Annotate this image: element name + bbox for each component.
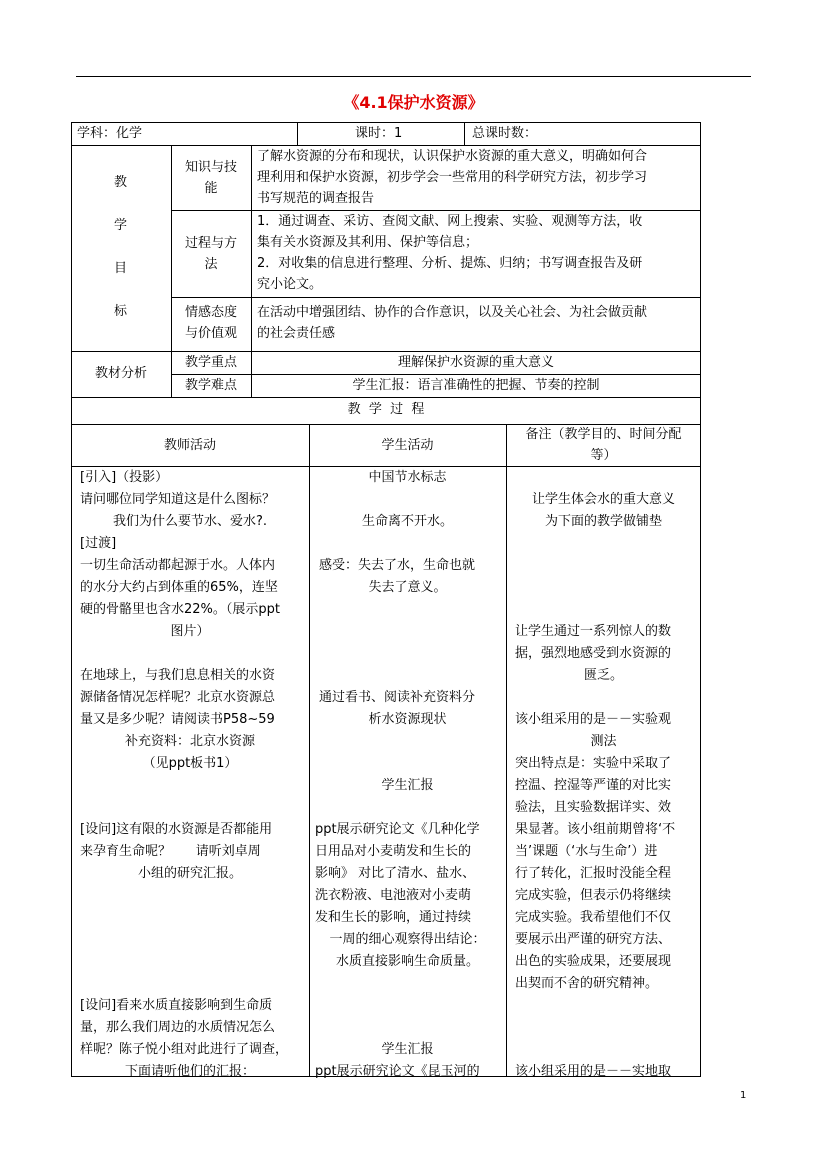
teacher-line: （见ppt板书1） [142,756,238,771]
note-line: 当’课题（‘水与生命’）进 [515,844,658,859]
note-line: 果显著。该小组前期曾将‘不 [515,822,676,837]
note-line: 控温、控湿等严谨的对比实 [515,778,672,793]
teacher-line: 量，那么我们周边的水质情况怎么 [80,1020,276,1035]
note-line: 完成实验。我希望他们不仅 [515,910,672,925]
student-line: 学生汇报 [381,778,434,793]
teacher-line: 小组的研究汇报。 [137,866,242,881]
header-rule [76,76,751,77]
analysis-label: 教材分析 [94,366,147,381]
process-text: 究小论文。 [257,277,323,292]
process-title: 教 学 过 程 [347,402,425,417]
teacher-line: 来孕育生命呢？ 请听刘卓周 [80,844,261,859]
teacher-line: 量又是多少呢？请阅读书P58~59 [80,712,275,727]
note-line: 完成实验，但表示仍将继续 [515,888,672,903]
student-line: ppt展示研究论文《昆玉河的 [315,1064,480,1079]
knowledge-text: 书写规范的调查报告 [257,191,375,206]
student-line: 影响》 对比了清水、盐水、 [315,866,476,881]
teacher-line: 图片） [170,624,210,639]
student-line: 析水资源现状 [368,712,447,727]
objectives-label-char: 学 [114,218,128,233]
note-line: 验法，且实验数据详实、效 [515,800,672,815]
page-title: 《4.1保护水资源》 [343,93,484,112]
teacher-line: 源储备情况怎样呢？北京水资源总 [80,690,276,705]
total-hours-cell: 总课时数： [472,126,538,141]
note-line: 出契而不舍的研究精神。 [515,976,659,991]
knowledge-label: 知识与技 [184,160,237,175]
teacher-line: [设问]看来水质直接影响到生命质 [80,998,273,1013]
teacher-line: 样呢？陈子悦小组对此进行了调查， [80,1042,289,1057]
teacher-line: 硬的骨骼里也含水22%。（展示ppt [80,602,280,617]
knowledge-label: 能 [204,181,218,196]
teacher-column-header: 教师活动 [163,438,216,453]
note-line: 测法 [590,734,617,749]
key-point-label: 教学重点 [184,355,237,370]
student-line: 生命离不开水。 [361,514,453,529]
notes-column-header: 等） [590,448,617,463]
difficult-point-text: 学生汇报：语言准确性的把握、节奏的控制 [352,378,600,393]
difficult-point-label: 教学难点 [184,378,237,393]
student-line: ppt展示研究论文《几种化学 [315,822,480,837]
teacher-line: 的水分大约占到体重的65%，连坚 [80,580,278,595]
page-number: 1 [740,1090,747,1101]
subject-cell: 学科：化学 [77,126,143,141]
note-line: 匮乏。 [583,668,623,683]
student-line: 感受：失去了水，生命也就 [319,558,476,573]
emotion-text: 在活动中增强团结、协作的合作意识，以及关心社会、为社会做贡献 [257,305,648,320]
emotion-label: 与价值观 [184,326,237,341]
teacher-line: 我们为什么要节水、爱水?. [112,514,268,529]
notes-column-header: 备注（教学目的、时间分配 [525,427,682,442]
note-line: 行了转化，汇报时没能全程 [515,866,672,881]
note-line: 该小组采用的是－－实地取 [515,1064,672,1079]
teacher-line: 在地球上，与我们息息相关的水资 [80,668,276,683]
process-label: 过程与方 [184,236,237,251]
student-line: 日用品对小麦萌发和生长的 [315,844,472,859]
teacher-line: 一切生命活动都起源于水。人体内 [80,558,276,573]
note-line: 该小组采用的是－－实验观 [515,712,672,727]
student-line: 通过看书、阅读补充资料分 [319,690,476,705]
note-line: 让学生体会水的重大意义 [531,492,675,507]
emotion-text: 的社会责任感 [257,326,336,341]
knowledge-text: 理利用和保护水资源，初步学会一些常用的科学研究方法，初步学习 [257,170,648,185]
note-line: 让学生通过一系列惊人的数 [515,624,672,639]
objectives-label-char: 教 [114,175,128,190]
student-line: 水质直接影响生命质量。 [335,954,479,969]
teacher-line: [过渡] [80,536,117,551]
hours-cell: 课时：1 [355,126,403,141]
note-line: 要展示出严谨的研究方法、 [515,932,672,947]
knowledge-text: 了解水资源的分布和现状，认识保护水资源的重大意义，明确如何合 [257,149,648,164]
process-text: 集有关水资源及其利用、保护等信息； [257,235,479,250]
student-line: 一周的细心观察得出结论： [329,932,486,947]
student-line: 学生汇报 [381,1042,434,1057]
key-point-text: 理解保护水资源的重大意义 [397,355,554,370]
teacher-line: [设问]这有限的水资源是否都能用 [80,822,273,837]
process-text: 2．对收集的信息进行整理、分析、提炼、归纳；书写调查报告及研 [257,256,643,271]
emotion-label: 情感态度 [184,305,237,320]
student-line: 洗衣粉液、电池液对小麦萌 [315,888,472,903]
teacher-line: [引入]（投影） [80,470,169,485]
note-line: 据，强烈地感受到水资源的 [515,646,672,661]
student-line: 中国节水标志 [368,470,447,485]
teacher-line: 请问哪位同学知道这是什么图标？ [80,492,276,507]
objectives-label-char: 标 [114,304,128,319]
note-line: 为下面的教学做铺垫 [544,514,662,529]
note-line: 出色的实验成果，还要展现 [515,954,672,969]
teacher-line: 补充资料：北京水资源 [124,734,255,749]
objectives-label-char: 目 [114,261,128,276]
student-line: 发和生长的影响，通过持续 [315,910,472,925]
process-text: 1．通过调查、采访、查阅文献、网上搜索、实验、观测等方法，收 [257,214,643,229]
student-line: 失去了意义。 [368,580,447,595]
note-line: 突出特点是：实验中采取了 [515,756,672,771]
teacher-line: 下面请听他们的汇报： [124,1064,255,1079]
student-column-header: 学生活动 [381,438,434,453]
process-label: 法 [204,257,218,272]
